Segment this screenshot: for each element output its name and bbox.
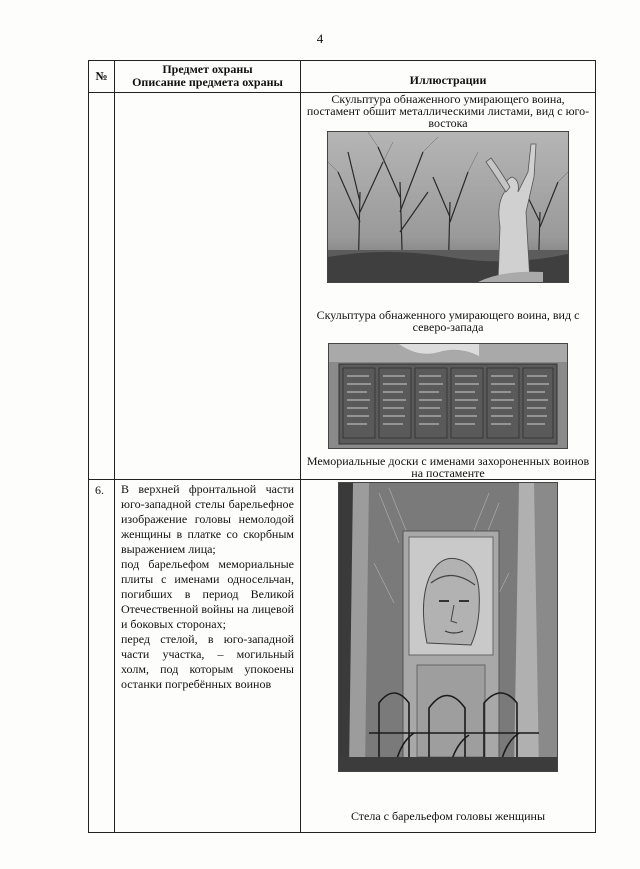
- photo-memorial-plaques: [328, 343, 568, 449]
- header-desc-line2: Описание предмета охраны: [132, 75, 283, 89]
- row6-description: [121, 482, 294, 692]
- caption-sculpture-northwest: Скульптура обнаженного умирающего воина, вид с северо-запада: [316, 308, 580, 334]
- caption-memorial-plaques: Мемориальные доски с именами захороненных воинов на постаменте: [306, 454, 590, 480]
- caption-sculpture-southeast: Скульптура обнаженного умирающего воина, постамент обшит металлическими листами, вид с юго-востока: [306, 92, 590, 130]
- row6-desc: [115, 480, 301, 833]
- protection-table: [88, 60, 596, 833]
- caption-stele: Стела с барельефом головы женщины: [350, 809, 546, 823]
- table-row: [89, 93, 596, 480]
- photo-stele-bas-relief: [338, 482, 558, 772]
- row6-illustrations: [301, 480, 596, 833]
- page-number: 4: [316, 31, 324, 46]
- row-continued-desc: [115, 93, 301, 480]
- header-illustrations: Иллюстрации: [301, 61, 596, 93]
- row6-num: 6.: [89, 480, 115, 833]
- row6-desc-part3: перед стелой, в юго-западной части участка, – могильный холм, под которым упокоены останки погребённых воинов: [121, 632, 294, 691]
- row-continued-num: [89, 93, 115, 480]
- table-row: [89, 480, 596, 833]
- row6-desc-part1: В верхней фронтальной части юго-западной стелы барельефное изображение головы немолодой женщины в платке со скорбным выражением лица;: [121, 482, 294, 556]
- header-num: №: [89, 61, 115, 93]
- table-header-row: [89, 61, 596, 93]
- row-continued-illustrations: [301, 93, 596, 480]
- header-desc-line1: Предмет охраны: [162, 62, 253, 76]
- photo-sculpture-southeast: [327, 131, 569, 283]
- row6-desc-part2: под барельефом мемориальные плиты с именами односельчан, погибших в период Великой Отечественной войны на лицевой и боковых сторонах;: [121, 557, 294, 631]
- header-description: [115, 61, 301, 93]
